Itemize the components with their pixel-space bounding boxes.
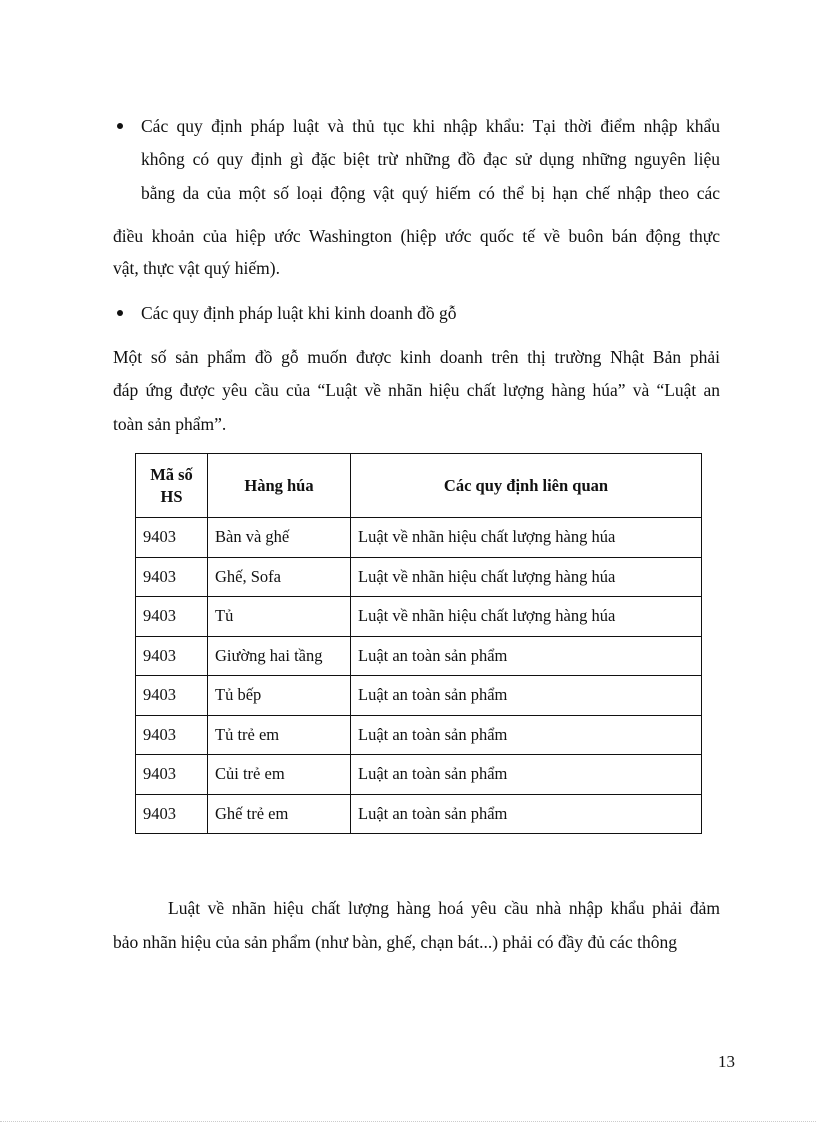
regulation-cell: Luật về nhãn hiệu chất lượng hàng húa bbox=[351, 597, 702, 637]
regulations-table bbox=[135, 453, 702, 834]
bullet-2-line-1: Các quy định pháp luật khi kinh doanh đồ gỗ bbox=[141, 303, 457, 323]
header-goods: Hàng húa bbox=[208, 454, 351, 518]
table-row bbox=[136, 676, 702, 716]
paragraph-line: Một số sản phẩm đồ gỗ muốn được kinh doanh trên thị trường Nhật Bản phải bbox=[113, 347, 720, 367]
goods-cell: Ghế trẻ em bbox=[208, 794, 351, 834]
paragraph-line: đáp ứng được yêu cầu của “Luật về nhãn hiệu chất lượng hàng húa” và “Luật an bbox=[113, 380, 720, 400]
bullet-1-line-1: Các quy định pháp luật và thủ tục khi nhập khẩu: Tại thời điểm nhập khẩu bbox=[141, 116, 720, 136]
paragraph-line: điều khoản của hiệp ước Washington (hiệp ước quốc tế về buôn bán động thực bbox=[113, 226, 720, 246]
hs-code-cell: 9403 bbox=[136, 597, 208, 637]
hs-code-cell: 9403 bbox=[136, 557, 208, 597]
table-row bbox=[136, 557, 702, 597]
table-row bbox=[136, 597, 702, 637]
goods-cell: Tủ bếp bbox=[208, 676, 351, 716]
goods-cell: Tủ trẻ em bbox=[208, 715, 351, 755]
table-row bbox=[136, 636, 702, 676]
paragraph-line: toàn sản phẩm”. bbox=[113, 414, 227, 434]
hs-code-cell: 9403 bbox=[136, 794, 208, 834]
regulation-cell: Luật an toàn sản phẩm bbox=[351, 636, 702, 676]
hs-code-cell: 9403 bbox=[136, 715, 208, 755]
header-regulations: Các quy định liên quan bbox=[351, 454, 702, 518]
regulation-cell: Luật an toàn sản phẩm bbox=[351, 794, 702, 834]
goods-cell: Ghế, Sofa bbox=[208, 557, 351, 597]
hs-code-cell: 9403 bbox=[136, 755, 208, 795]
bullet-dot bbox=[117, 123, 123, 129]
bullet-dot bbox=[117, 310, 123, 316]
goods-cell: Bàn và ghế bbox=[208, 518, 351, 558]
table-row bbox=[136, 755, 702, 795]
page-bottom-divider bbox=[0, 1121, 816, 1122]
table-row bbox=[136, 794, 702, 834]
header-hs-code: Mã số HS bbox=[136, 454, 208, 518]
paragraph-line: vật, thực vật quý hiếm). bbox=[113, 258, 280, 278]
table-row bbox=[136, 715, 702, 755]
hs-code-cell: 9403 bbox=[136, 636, 208, 676]
hs-code-cell: 9403 bbox=[136, 518, 208, 558]
table-header-row bbox=[136, 454, 702, 518]
table-row bbox=[136, 518, 702, 558]
regulation-cell: Luật an toàn sản phẩm bbox=[351, 715, 702, 755]
regulation-cell: Luật an toàn sản phẩm bbox=[351, 755, 702, 795]
goods-cell: Giường hai tầng bbox=[208, 636, 351, 676]
regulation-cell: Luật về nhãn hiệu chất lượng hàng húa bbox=[351, 518, 702, 558]
bullet-1-line-2: không có quy định gì đặc biệt trừ những đồ đạc sử dụng những nguyên liệu bbox=[141, 149, 720, 169]
page-number: 13 bbox=[718, 1052, 735, 1071]
regulation-cell: Luật an toàn sản phẩm bbox=[351, 676, 702, 716]
hs-code-cell: 9403 bbox=[136, 676, 208, 716]
regulation-cell: Luật về nhãn hiệu chất lượng hàng húa bbox=[351, 557, 702, 597]
bullet-1-line-3: bằng da của một số loại động vật quý hiếm có thể bị hạn chế nhập theo các bbox=[141, 183, 720, 203]
paragraph-line: Luật về nhãn hiệu chất lượng hàng hoá yêu cầu nhà nhập khẩu phải đảm bbox=[168, 898, 720, 918]
goods-cell: Tủ bbox=[208, 597, 351, 637]
goods-cell: Củi trẻ em bbox=[208, 755, 351, 795]
paragraph-line: bảo nhãn hiệu của sản phẩm (như bàn, ghế, chạn bát...) phải có đầy đủ các thông bbox=[113, 932, 677, 952]
